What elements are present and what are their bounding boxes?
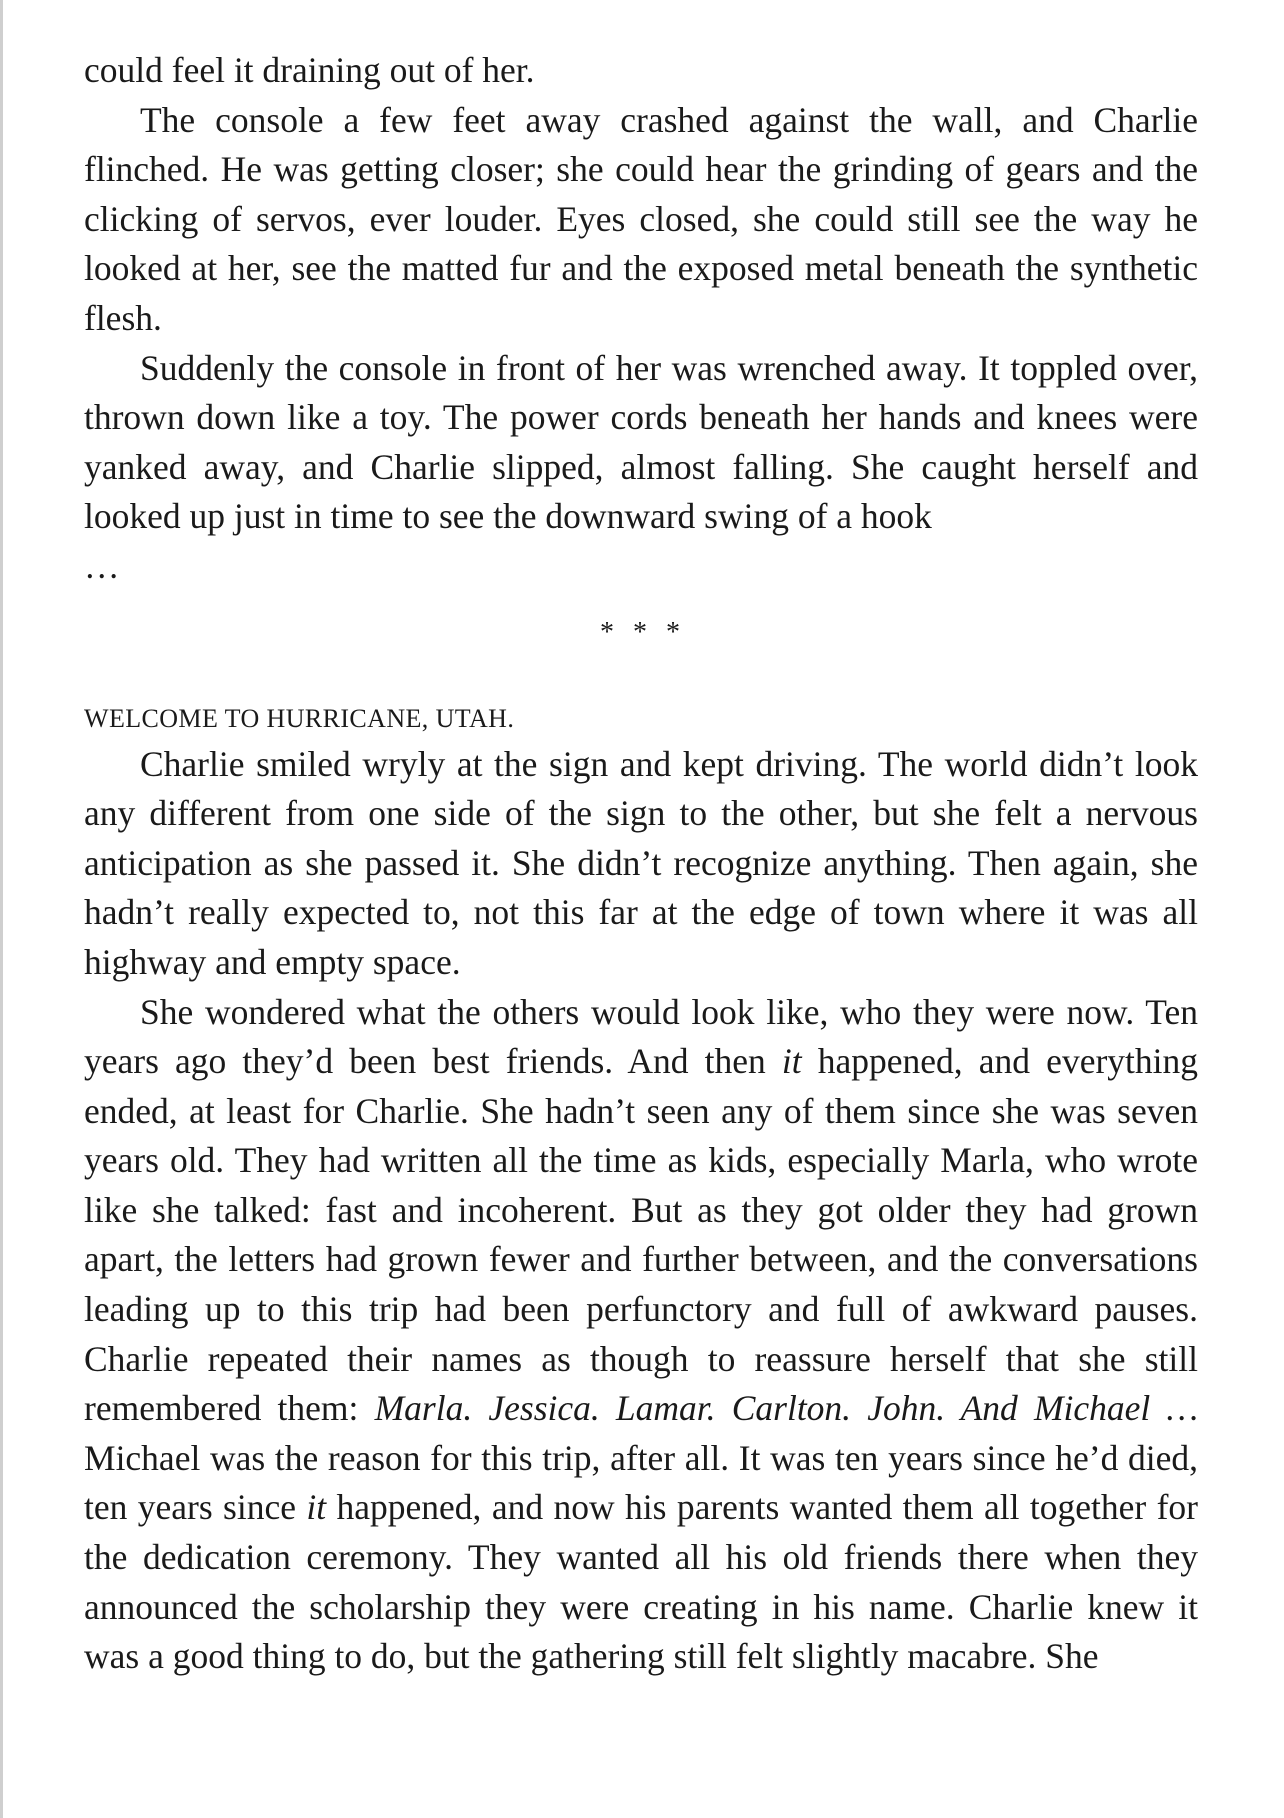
italic-names: Marla. Jessica. Lamar. Carlton. John. And Michael … — [374, 1388, 1199, 1429]
page-left-edge — [0, 0, 3, 1818]
paragraph-sign: Charlie smiled wryly at the sign and kept driving. The world didn’t look any different from one side of the sign to the other, but she felt a nervous anticipation as she passed it. She didn’t recognize anything. Then again, she hadn’t really expected to, not this far at the edge of town where it was all highway and empty space. — [84, 743, 1198, 982]
paragraph-others — [84, 988, 1198, 1682]
paragraph-console-crash: The console a few feet away crashed against the wall, and Charlie flinched. He was getting closer; she could hear the grinding of gears and the clicking of servos, ever louder. Eyes closed, she could still see the way he looked at her, see the matted fur and the exposed metal beneath the synthetic flesh. — [84, 99, 1198, 338]
paragraph-continuation: could feel it draining out of her. — [84, 50, 535, 90]
text-run: happened, and everything ended, at least for Charlie. She hadn’t seen any of them since she was seven years old. They had written all the time as kids, especially Marla, who wrote like she talked: fast and incoherent. But as they got older they had grown apart, the letters had grown fewer and further between, and the conversations leading up to this trip had been perfunctory and full of awkward pauses. Charlie repeated their names as though to reassure herself that she still remembered them: — [84, 1041, 1198, 1429]
italic-it: it — [781, 1041, 802, 1082]
text-run: Michael was the reason for this trip, after all. It was ten years since he’d died, ten years since — [84, 1437, 1198, 1528]
section-heading: WELCOME TO HURRICANE, UTAH. — [84, 703, 515, 733]
scene-break: * * * — [600, 616, 682, 648]
book-page — [84, 46, 1198, 1682]
paragraph-console-wrenched: Suddenly the console in front of her was wrenched away. It toppled over, thrown down like a toy. The power cords beneath her hands and knees were yanked away, and Charlie slipped, almost falling. She caught herself and looked up just in time to see the downward swing of a hook — [84, 347, 1198, 537]
paragraph-ellipsis: … — [84, 545, 122, 586]
text-run: happened, and now his parents wanted them all together for the dedication ceremony. They wanted all his old friends there when they announced the scholarship they were creating in his name. Charlie knew it was a good thing to do, but the gathering still felt slightly macabre. She — [84, 1487, 1198, 1677]
text-run: She wondered what the others would look like, who they were now. Ten years ago they’d been best friends. And then — [84, 991, 1198, 1082]
italic-it: it — [306, 1487, 327, 1528]
